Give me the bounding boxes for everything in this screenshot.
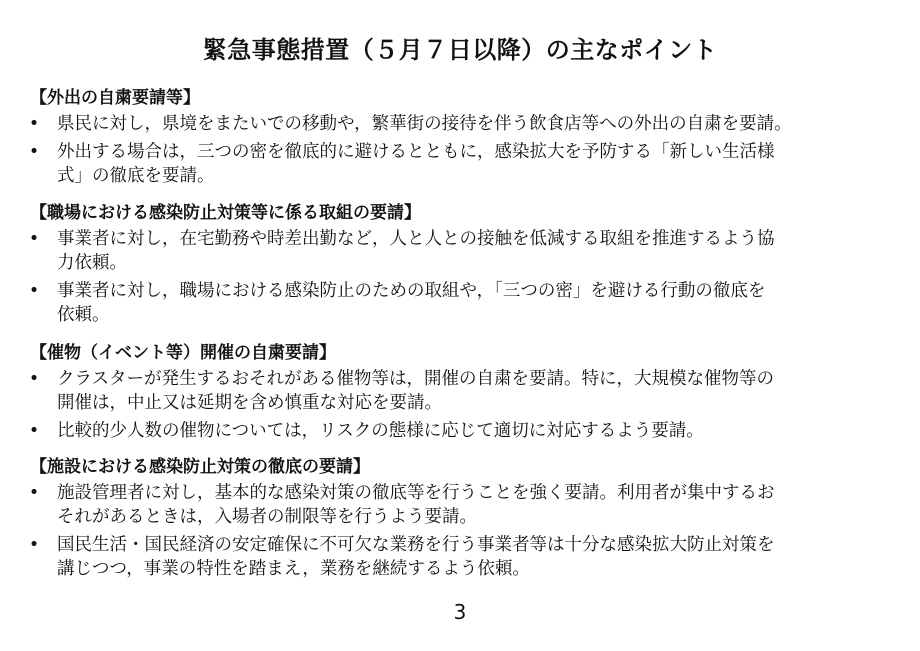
bullet-text: 国民生活・国民経済の安定確保に不可欠な業務を行う事業者等は十分な感染拡大防止対策を bbox=[57, 535, 775, 555]
bullet-icon: • bbox=[28, 229, 40, 249]
bullet-text-cont: それがあるときは，入場者の制限等を行うよう要請。 bbox=[57, 507, 477, 527]
section-facilities bbox=[30, 455, 900, 585]
bullet-icon: • bbox=[28, 369, 40, 389]
section-heading: 【催物（イベント等）開催の自粛要請】 bbox=[30, 343, 336, 363]
section-events bbox=[30, 341, 900, 447]
bullet-text: クラスターが発生するおそれがある催物等は，開催の自粛を要請。特に，大規模な催物等の bbox=[57, 369, 774, 389]
bullet-icon: • bbox=[28, 421, 40, 441]
bullet-item bbox=[30, 279, 900, 327]
bullet-item bbox=[30, 227, 900, 275]
bullet-item bbox=[30, 367, 900, 415]
section-heading: 【職場における感染防止対策等に係る取組の要請】 bbox=[30, 203, 421, 223]
bullet-text: 外出する場合は，三つの密を徹底的に避けるとともに，感染拡大を予防する「新しい生活様 bbox=[57, 142, 775, 162]
bullet-icon: • bbox=[28, 114, 40, 134]
section-heading: 【外出の自粛要請等】 bbox=[30, 88, 200, 108]
page-title: 緊急事態措置（５月７日以降）の主なポイント bbox=[202, 36, 718, 64]
bullet-text-cont: 講じつつ，事業の特性を踏まえ，業務を継続するよう依頼。 bbox=[57, 559, 530, 579]
bullet-text: 県民に対し，県境をまたいでの移動や，繁華街の接待を伴う飲食店等への外出の自粛を要請。 bbox=[57, 114, 792, 134]
bullet-item bbox=[30, 419, 900, 443]
bullet-icon: • bbox=[28, 142, 40, 162]
bullet-icon: • bbox=[28, 535, 40, 555]
bullet-text-cont: 開催は，中止又は延期を含め慎重な対応を要請。 bbox=[57, 393, 442, 413]
bullet-item bbox=[30, 481, 900, 529]
bullet-item bbox=[30, 533, 900, 581]
bullet-text-cont: 依頼。 bbox=[57, 305, 110, 325]
bullet-icon: • bbox=[28, 483, 40, 503]
bullet-text: 施設管理者に対し，基本的な感染対策の徹底等を行うことを強く要請。利用者が集中するお bbox=[57, 483, 775, 503]
section-heading: 【施設における感染防止対策の徹底の要請】 bbox=[30, 457, 370, 477]
bullet-text-cont: 式」の徹底を要請。 bbox=[57, 166, 215, 186]
bullet-text: 事業者に対し，職場における感染防止のための取組や，「三つの密」を避ける行動の徹底を bbox=[57, 281, 766, 301]
page-number: 3 bbox=[453, 600, 467, 624]
bullet-icon: • bbox=[28, 281, 40, 301]
bullet-text: 事業者に対し，在宅勤務や時差出勤など，人と人との接触を低減する取組を推進するよう協 bbox=[57, 229, 775, 249]
section-workplace bbox=[30, 201, 900, 331]
bullet-item bbox=[30, 140, 900, 188]
bullet-text-cont: 力依頼。 bbox=[57, 253, 127, 273]
bullet-item bbox=[30, 112, 900, 136]
bullet-text: 比較的少人数の催物については，リスクの態様に応じて適切に対応するよう要請。 bbox=[57, 421, 704, 441]
section-outing bbox=[30, 86, 900, 192]
